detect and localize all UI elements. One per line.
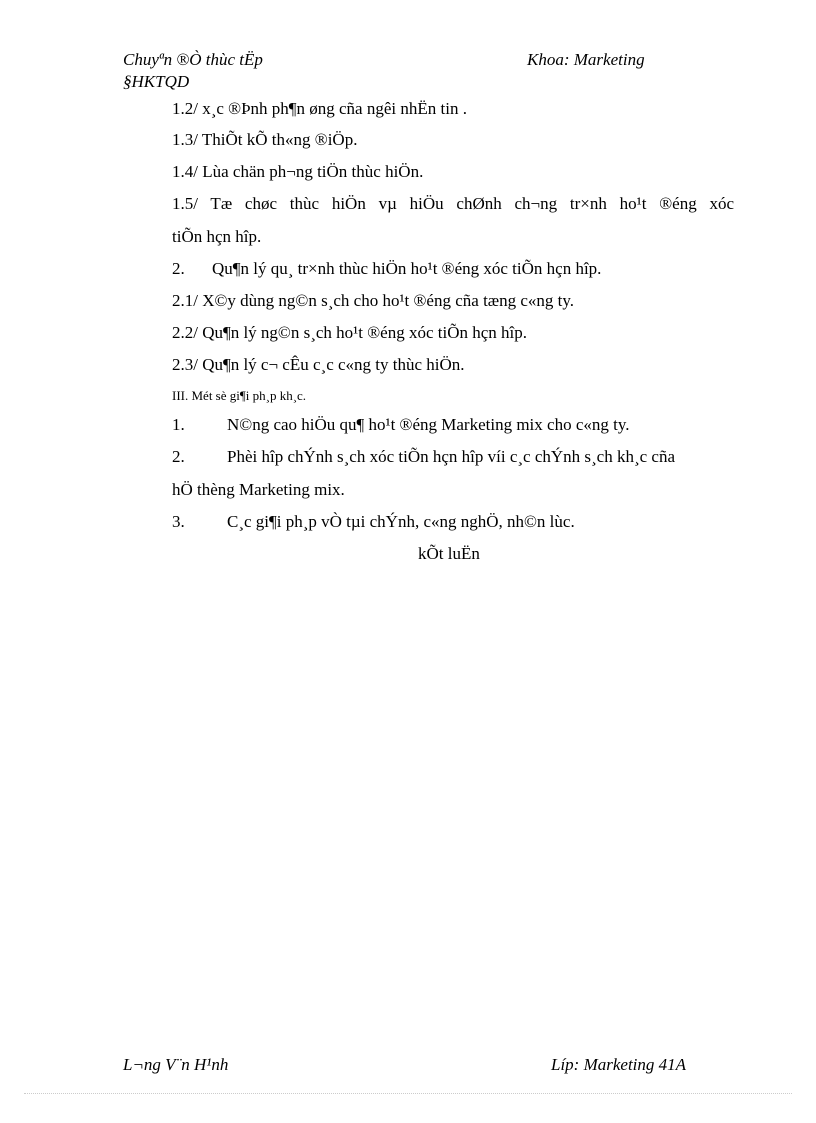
toc-line-2-2: 2.2/ Qu¶n lý ng©n s¸ch ho¹t ®éng xóc tiÕn hçn hîp. bbox=[172, 323, 527, 342]
header-right: Khoa: Marketing bbox=[527, 50, 645, 69]
toc-line-iii-1-number: 1. bbox=[172, 415, 185, 434]
toc-line-1-3: 1.3/ ThiÕt kÕ th«ng ®iÖp. bbox=[172, 130, 358, 149]
toc-line-iii-1 bbox=[172, 414, 630, 436]
toc-line-1-5-cont: tiÕn hçn hîp. bbox=[172, 227, 262, 246]
toc-line-1-4: 1.4/ Lùa chän ph¬ng tiÖn thùc hiÖn. bbox=[172, 162, 424, 181]
toc-line-2-number: 2. bbox=[172, 259, 185, 278]
section-iii-heading: III. Mét sè gi¶i ph¸p kh¸c. bbox=[172, 388, 307, 403]
toc-line-iii-1-text: N©ng cao hiÖu qu¶ ho¹t ®éng Marketing mix cho c«ng ty. bbox=[227, 415, 630, 434]
toc-line-iii-2-cont: hÖ thèng Marketing mix. bbox=[172, 480, 345, 499]
header-left-line2: §HKTQD bbox=[123, 72, 190, 91]
toc-line-2-text: Qu¶n lý qu¸ tr×nh thùc hiÖn ho¹t ®éng xóc tiÕn hçn hîp. bbox=[212, 259, 602, 278]
toc-line-iii-3 bbox=[172, 511, 575, 533]
conclusion-heading: kÕt luËn bbox=[418, 544, 480, 563]
toc-line-iii-3-text: C¸c gi¶i ph¸p vÒ tµi chÝnh, c«ng nghÖ, nh©n lùc. bbox=[227, 512, 575, 531]
header-left-line1: Chuyªn ®Ò thùc tËp bbox=[123, 50, 263, 69]
toc-line-1-2: 1.2/ x¸c ®Þnh ph¶n øng cña ngêi nhËn tin . bbox=[172, 99, 467, 118]
page-bottom-divider bbox=[24, 1093, 792, 1094]
footer-left: L¬ng V¨n H¹nh bbox=[123, 1055, 229, 1074]
toc-line-iii-2-text: Phèi hîp chÝnh s¸ch xóc tiÕn hçn hîp víi c¸c chÝnh s¸ch kh¸c cña bbox=[227, 447, 676, 466]
toc-line-2-3: 2.3/ Qu¶n lý c¬ cÊu c¸c c«ng ty thùc hiÖn. bbox=[172, 355, 465, 374]
toc-line-iii-2-number: 2. bbox=[172, 447, 185, 466]
toc-line-2 bbox=[172, 258, 601, 280]
toc-line-iii-2 bbox=[172, 446, 734, 468]
toc-line-iii-3-number: 3. bbox=[172, 512, 185, 531]
footer-right: Líp: Marketing 41A bbox=[551, 1055, 687, 1074]
toc-line-2-1: 2.1/ X©y dùng ng©n s¸ch cho ho¹t ®éng cña tæng c«ng ty. bbox=[172, 291, 575, 310]
toc-line-1-5: 1.5/ Tæ chøc thùc hiÖn vµ hiÖu chØnh ch¬ng tr×nh ho¹t ®éng xóc bbox=[172, 194, 734, 213]
